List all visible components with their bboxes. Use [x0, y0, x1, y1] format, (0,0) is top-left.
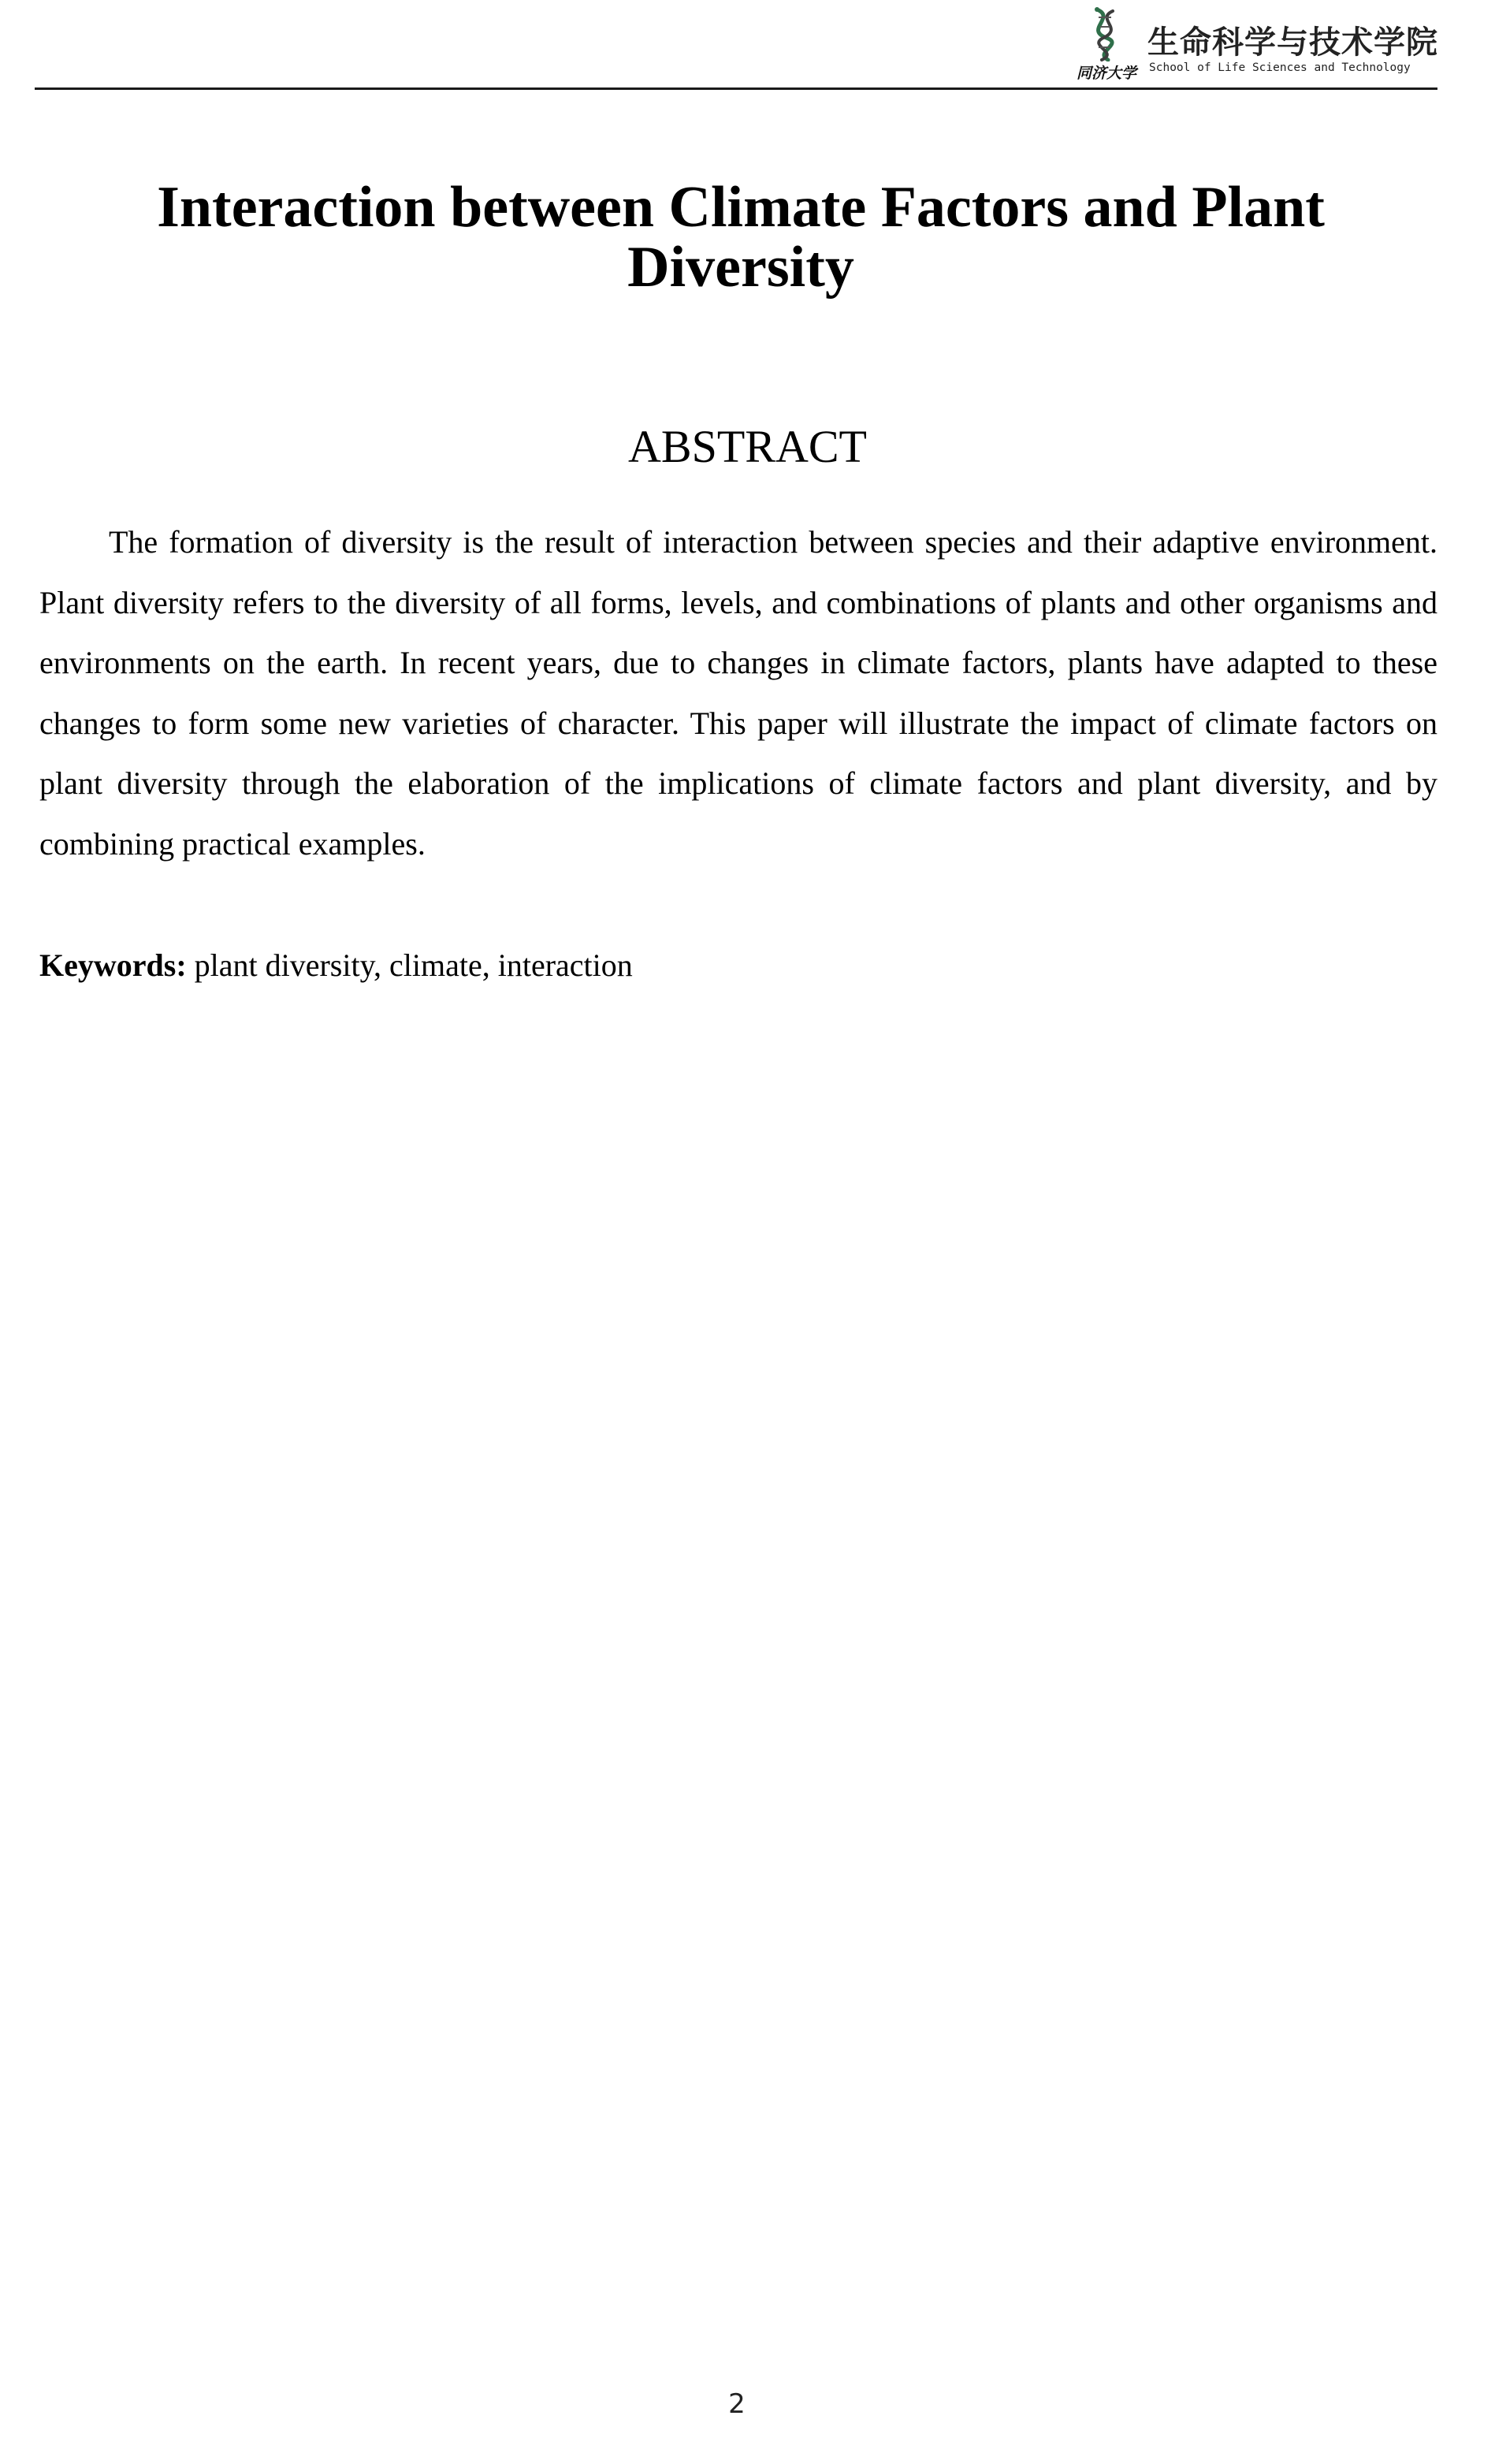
- page-header: [35, 0, 1437, 90]
- school-name-english: School of Life Sciences and Technology: [1149, 61, 1411, 74]
- school-logo: [1075, 6, 1438, 82]
- page-number: 2: [728, 2388, 746, 2420]
- keywords-value: plant diversity, climate, interaction: [194, 947, 633, 983]
- abstract-heading: ABSTRACT: [628, 421, 867, 472]
- dna-emblem-graphic: [1075, 6, 1138, 61]
- school-name-chinese: 生命科学与技术学院: [1147, 24, 1438, 61]
- university-calligraphy: 同济大学: [1077, 65, 1137, 82]
- keywords-line: [39, 938, 633, 993]
- abstract-paragraph: The formation of diversity is the result of interaction between species and their adaptive environment. Plant diversity refers to the diversity of all forms, levels, and combinations of plants and other organisms and environments on the earth. In recent years, due to changes in climate factors, plants have adapted to these changes to form some new varieties of character. This paper will illustrate the impact of climate factors on plant diversity through the elaboration of the implications of climate factors and plant diversity, and by combining practical examples.: [39, 524, 1437, 862]
- keywords-label: Keywords:: [39, 947, 187, 983]
- paper-title: Interaction between Climate Factors and Plant Diversity: [157, 175, 1325, 300]
